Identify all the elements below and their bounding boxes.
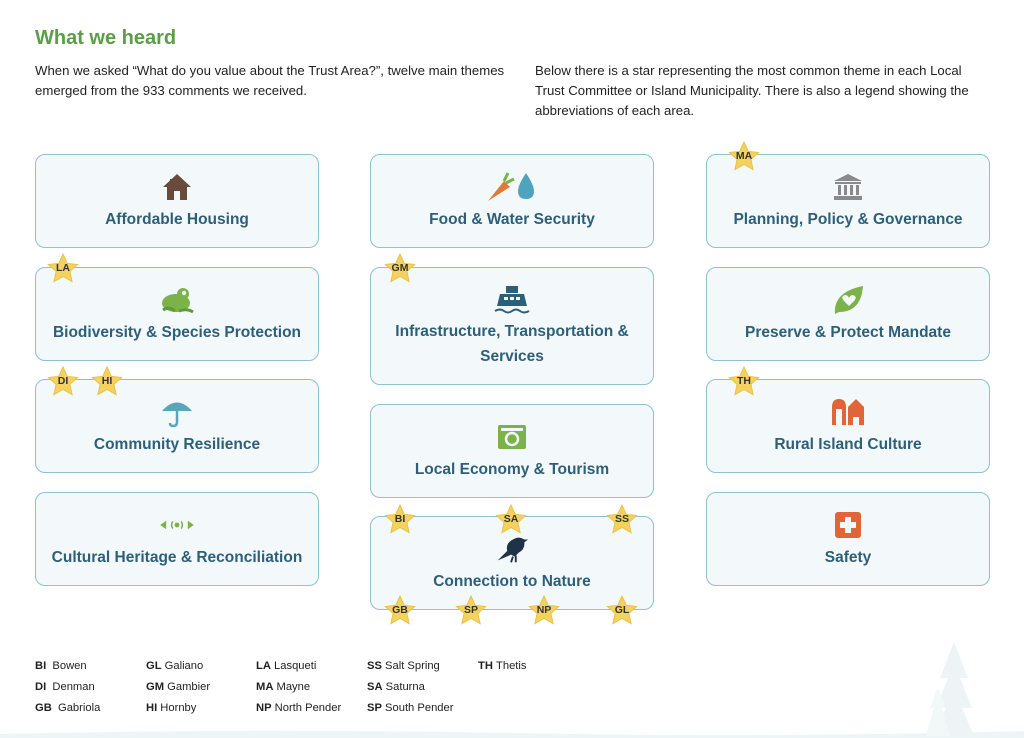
star-badge-th	[727, 365, 761, 399]
legend-item-bi	[35, 660, 87, 672]
raven-icon	[494, 533, 530, 565]
star-label: TH	[737, 375, 751, 387]
star-label: MA	[735, 150, 753, 162]
legend-abbr: HI	[146, 702, 158, 714]
signal-arrows-icon	[159, 509, 195, 541]
carrot-water-drop-icon	[482, 171, 542, 203]
legend-item-gb	[35, 702, 100, 714]
star-badge-sp	[454, 594, 488, 628]
star-label: GB	[392, 604, 408, 616]
legend-abbr: SP	[367, 702, 382, 714]
footer-wave-decoration	[0, 726, 1024, 738]
legend-abbr: SA	[367, 681, 383, 693]
legend-name: North Pender	[274, 702, 342, 714]
legend-name: Hornby	[160, 702, 197, 714]
theme-label: Food & Water Security	[429, 210, 595, 228]
theme-card-affordable-housing	[35, 154, 319, 248]
first-aid-icon	[830, 509, 866, 541]
legend-item-th	[478, 660, 527, 672]
legend-abbr: BI	[35, 660, 47, 672]
star-badge-la	[46, 252, 80, 286]
star-badge-gb	[383, 594, 417, 628]
theme-label: Infrastructure, Transportation & Services	[395, 323, 629, 365]
ferry-icon	[494, 283, 530, 315]
legend-item-di	[35, 681, 95, 693]
legend-abbr: MA	[256, 681, 274, 693]
star-badge-bi	[383, 503, 417, 537]
legend-name: Galiano	[164, 660, 204, 672]
star-label: HI	[101, 375, 113, 387]
intro-text-right: Below there is a star representing the most common theme in each Local Trust Committee or Island Municipality. There is also a legend showing the abbreviations of each area.	[535, 63, 969, 118]
legend-name: Bowen	[52, 660, 87, 672]
theme-card-cultural-heritage	[35, 492, 319, 586]
legend-item-ma	[256, 681, 310, 693]
legend-name: Salt Spring	[385, 660, 440, 672]
legend-name: Gambier	[167, 681, 211, 693]
barn-icon	[830, 396, 866, 428]
star-label: LA	[56, 262, 70, 274]
legend-item-la	[256, 660, 316, 672]
legend-item-gm	[146, 681, 210, 693]
theme-card-food-water	[370, 154, 654, 248]
star-badge-di	[46, 365, 80, 399]
star-badge-ma	[727, 140, 761, 174]
theme-label: Planning, Policy & Governance	[733, 210, 963, 228]
legend-item-np	[256, 702, 341, 714]
star-badge-gl	[605, 594, 639, 628]
frog-icon	[159, 284, 195, 316]
star-badge-hi	[90, 365, 124, 399]
legend-name: Lasqueti	[274, 660, 317, 672]
theme-label: Biodiversity & Species Protection	[52, 323, 302, 341]
theme-label: Safety	[824, 548, 872, 566]
legend-abbr: TH	[478, 660, 493, 672]
theme-label: Rural Island Culture	[774, 435, 922, 453]
star-badge-ss	[605, 503, 639, 537]
star-badge-sa	[494, 503, 528, 537]
legend-abbr: NP	[256, 702, 272, 714]
star-badge-np	[527, 594, 561, 628]
legend-item-sa	[367, 681, 425, 693]
legend-name: Gabriola	[58, 702, 101, 714]
legend-item-gl	[146, 660, 203, 672]
umbrella-icon	[159, 396, 195, 428]
star-label: SS	[614, 513, 629, 525]
legend-abbr: GL	[146, 660, 162, 672]
star-label: BI	[394, 513, 406, 525]
theme-card-local-economy	[370, 404, 654, 498]
legend-name: Saturna	[385, 681, 425, 693]
legend-abbr: SS	[367, 660, 382, 672]
legend-name: Mayne	[276, 681, 311, 693]
star-label: GM	[391, 262, 409, 274]
house-icon	[159, 171, 195, 203]
theme-label: Cultural Heritage & Reconciliation	[51, 548, 303, 566]
page-title: What we heard	[35, 27, 177, 49]
legend-abbr: DI	[35, 681, 47, 693]
legend-item-sp	[367, 702, 453, 714]
government-building-icon	[830, 171, 866, 203]
star-label: GL	[614, 604, 630, 616]
legend-item-hi	[146, 702, 196, 714]
camera-icon	[494, 421, 530, 453]
star-label: SP	[463, 604, 478, 616]
theme-label: Preserve & Protect Mandate	[745, 323, 951, 341]
legend-name: Denman	[52, 681, 95, 693]
theme-label: Affordable Housing	[105, 210, 249, 228]
star-label: NP	[536, 604, 552, 616]
leaf-heart-icon	[830, 284, 866, 316]
legend-item-ss	[367, 660, 440, 672]
legend-name: South Pender	[385, 702, 454, 714]
legend-abbr: GM	[146, 681, 165, 693]
theme-label: Local Economy & Tourism	[414, 460, 610, 478]
tree-decoration-icon	[924, 638, 984, 738]
intro-text-left: When we asked “What do you value about the Trust Area?”, twelve main themes emerged from the 933 comments we received.	[35, 63, 505, 98]
star-label: SA	[503, 513, 519, 525]
theme-label: Community Resilience	[93, 435, 261, 453]
theme-card-safety	[706, 492, 990, 586]
legend-name: Thetis	[496, 660, 527, 672]
theme-label: Connection to Nature	[433, 572, 591, 590]
theme-card-preserve-protect	[706, 267, 990, 361]
star-label: DI	[57, 375, 69, 387]
star-badge-gm	[383, 252, 417, 286]
legend-abbr: LA	[256, 660, 271, 672]
legend-abbr: GB	[35, 702, 52, 714]
